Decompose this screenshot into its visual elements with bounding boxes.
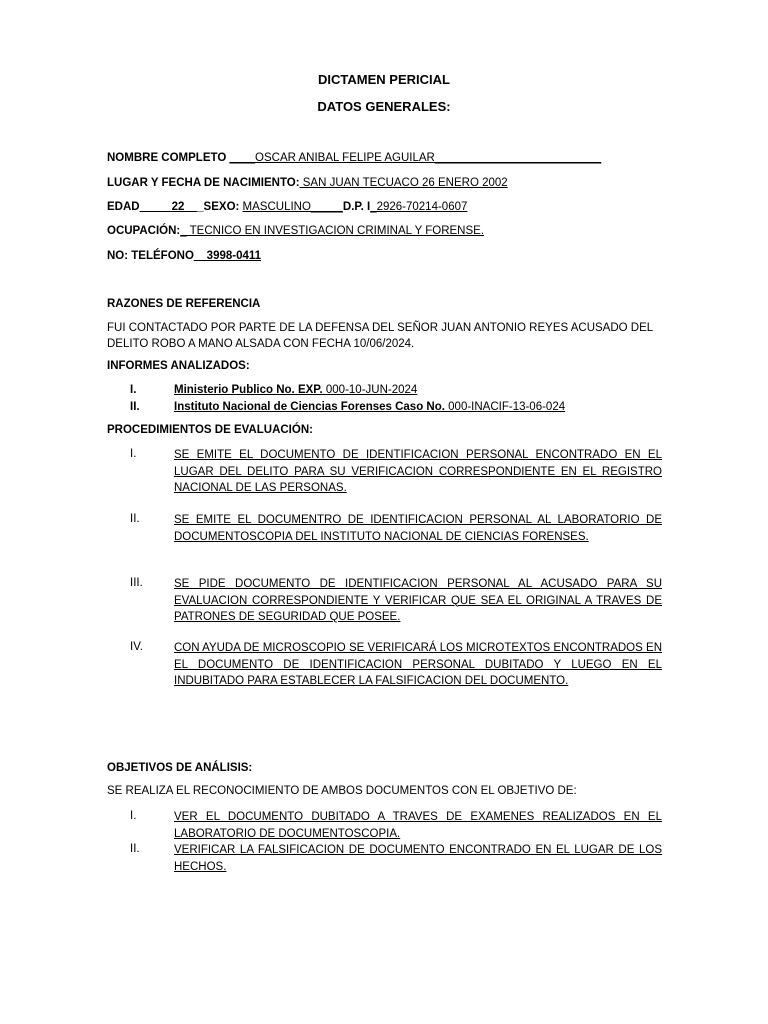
informe-item xyxy=(174,401,565,413)
heading-objetivos-analisis: OBJETIVOS DE ANÁLISIS: xyxy=(107,762,253,774)
procedimiento-text: SE EMITE EL DOCUMENTO DE IDENTIFICACION PERSONAL ENCONTRADO EN EL LUGAR DEL DELITO PARA SU VERIFICACION CORRESPONDIENTE EN EL REGISTRO NACIONAL DE LAS PERSONAS. xyxy=(174,449,662,494)
informe-value: 000-10-JUN-2024 xyxy=(322,384,418,396)
document-title: DICTAMEN PERICIAL xyxy=(318,72,450,87)
dpi-label: D.P. I xyxy=(342,201,371,213)
ocupacion-label: OCUPACIÓN: xyxy=(107,225,181,237)
objetivo-text: VERIFICAR LA FALSIFICACION DE DOCUMENTO ENCONTRADO EN EL LUGAR DE LOS HECHOS. xyxy=(174,844,662,873)
section-title-datos-generales: DATOS GENERALES: xyxy=(317,99,451,114)
objetivos-intro: SE REALIZA EL RECONOCIMIENTO DE AMBOS DOCUMENTOS CON EL OBJETIVO DE: xyxy=(107,785,577,797)
lugar-label: LUGAR Y FECHA DE NACIMIENTO: xyxy=(107,177,300,189)
sexo-value: MASCULINO_____ xyxy=(242,201,343,213)
procedimiento-number: III. xyxy=(130,577,143,589)
procedimiento-number: II. xyxy=(130,513,140,525)
field-lugar-fecha-nacimiento xyxy=(107,177,508,189)
procedimiento-number: I. xyxy=(130,448,137,460)
edad-label: EDAD xyxy=(107,201,140,213)
informe-value: 000-INACIF-13-06-024 xyxy=(444,401,566,413)
informe-number: I. xyxy=(130,384,137,396)
objetivo-text: VER EL DOCUMENTO DUBITADO A TRAVES DE EXAMENES REALIZADOS EN EL LABORATORIO DE DOCUMENTOSCOPIA. xyxy=(174,811,662,840)
informe-item xyxy=(174,384,417,396)
informe-label: Ministerio Publico No. EXP. xyxy=(174,384,323,396)
informe-label: Instituto Nacional de Ciencias Forenses Caso No. xyxy=(174,401,445,413)
heading-informes-analizados: INFORMES ANALIZADOS: xyxy=(107,360,250,372)
informe-number: II. xyxy=(130,401,140,413)
dpi-value: _2926-70214-0607 xyxy=(370,201,468,213)
nombre-label: NOMBRE COMPLETO xyxy=(107,152,227,164)
field-telefono xyxy=(107,250,261,262)
lugar-value: SAN JUAN TECUACO 26 ENERO 2002 xyxy=(299,177,508,189)
field-nombre-completo xyxy=(107,152,601,164)
telefono-label: NO: TELÉFONO xyxy=(107,250,194,262)
procedimiento-text: CON AYUDA DE MICROSCOPIO SE VERIFICARÁ LOS MICROTEXTOS ENCONTRADOS EN EL DOCUMENTO DE IDENTIFICACION PERSONAL DUBITADO Y LUEGO EN EL INDUBITADO PARA ESTABLECER LA FALSIFICACION DEL DOCUMENTO. xyxy=(174,642,662,687)
edad-value: _____22__ xyxy=(139,201,198,213)
sexo-label: _SEXO: xyxy=(197,201,240,213)
nombre-value: ____OSCAR ANIBAL FELIPE AGUILAR__________________________ xyxy=(229,152,602,164)
procedimiento-text: SE PIDE DOCUMENTO DE IDENTIFICACION PERSONAL AL ACUSADO PARA SU EVALUACION CORRESPONDIENTE Y VERIFICAR QUE SEA EL ORIGINAL A TRAVES DE PATRONES DE SEGURIDAD QUE POSEE. xyxy=(174,578,662,623)
heading-procedimientos-evaluacion: PROCEDIMIENTOS DE EVALUACIÓN: xyxy=(107,424,313,436)
razones-text: FUI CONTACTADO POR PARTE DE LA DEFENSA DEL SEÑOR JUAN ANTONIO REYES ACUSADO DEL DELITO ROBO A MANO ALSADA CON FECHA 10/06/2024. xyxy=(107,322,653,350)
objetivo-number: I. xyxy=(130,810,137,822)
field-ocupacion xyxy=(107,225,484,237)
field-edad-sexo-dpi xyxy=(107,201,467,213)
procedimiento-text: SE EMITE EL DOCUMENTRO DE IDENTIFICACION PERSONAL AL LABORATORIO DE DOCUMENTOSCOPIA DEL INSTITUTO NACIONAL DE CIENCIAS FORENSES. xyxy=(174,514,662,543)
procedimiento-number: IV. xyxy=(130,641,144,653)
ocupacion-value: _ TECNICO EN INVESTIGACION CRIMINAL Y FORENSE. xyxy=(180,225,485,237)
objetivo-number: II. xyxy=(130,843,140,855)
heading-razones-referencia: RAZONES DE REFERENCIA xyxy=(107,298,261,310)
telefono-value: __3998-0411 xyxy=(193,250,262,262)
